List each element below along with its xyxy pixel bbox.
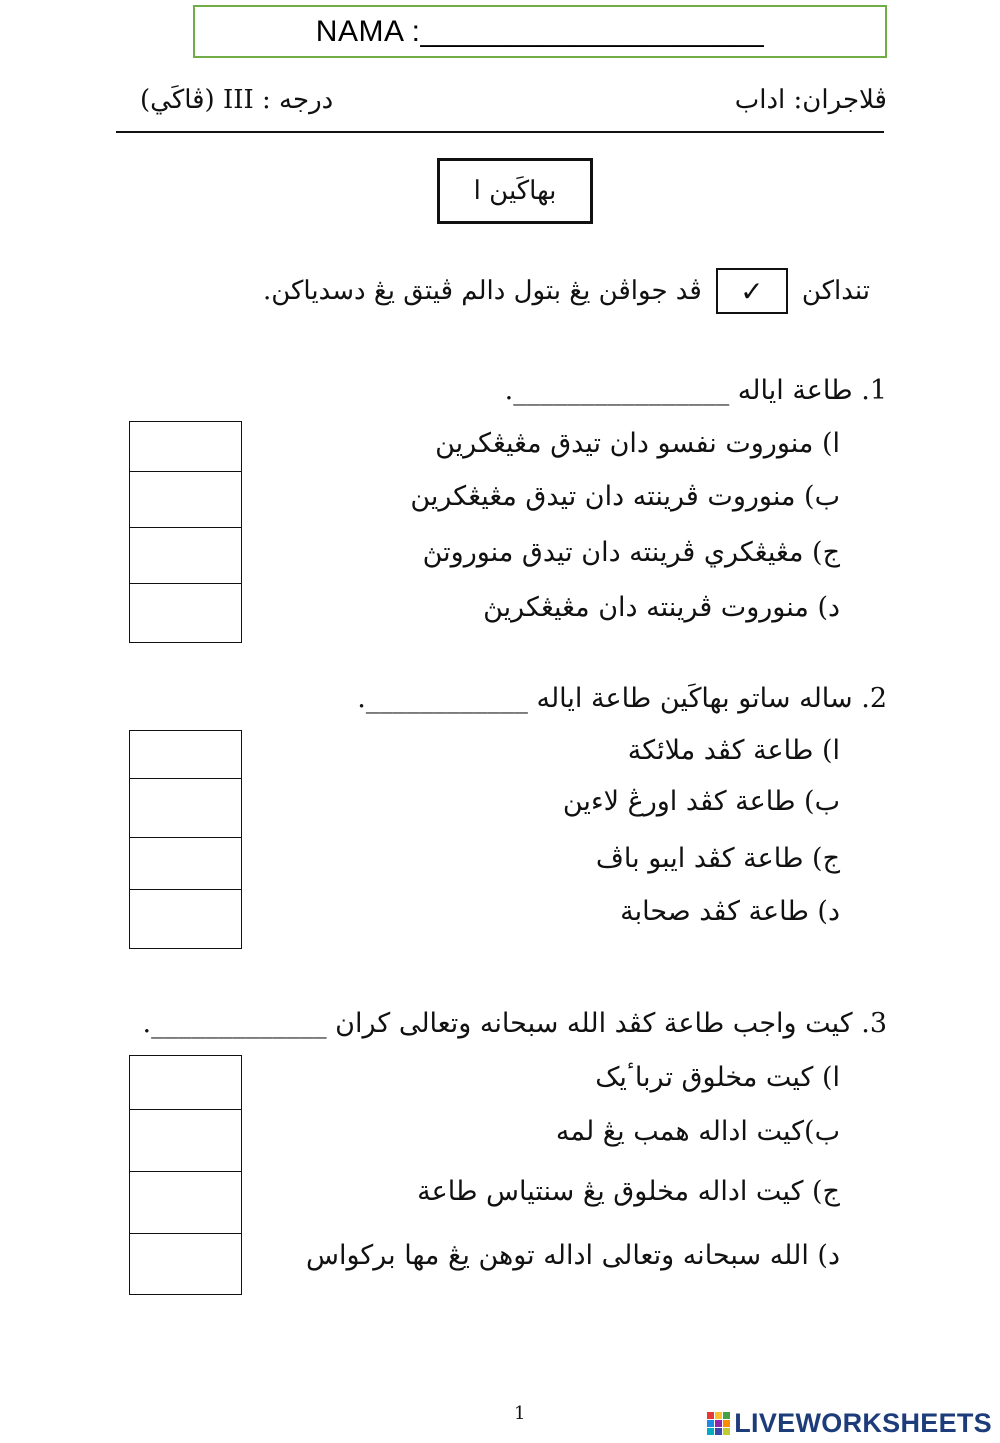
liveworksheets-logo[interactable] <box>707 1408 992 1439</box>
question-2: 2. ساله ساتو بهاکَين طاعة اياله ____________. <box>357 683 887 714</box>
q1-answer-boxes <box>129 421 242 643</box>
q3-answer-box-d[interactable] <box>130 1234 241 1293</box>
name-label: NAMA :____________________ <box>315 14 765 48</box>
section-title: بهاکَين ا <box>473 176 557 206</box>
q3-option-a: ا) کيت مخلوق ترباٴيک <box>595 1062 840 1093</box>
q1-answer-box-c[interactable] <box>130 528 241 584</box>
q1-option-d: د) منوروت ڤرينته دان مڠيڠکريڽ <box>483 592 840 623</box>
q2-answer-box-a[interactable] <box>130 731 241 779</box>
q1-answer-box-a[interactable] <box>130 422 241 472</box>
q2-option-b: ب) طاعة کڤد اورڠ لاءين <box>562 786 840 817</box>
liveworksheets-grid-icon <box>707 1412 730 1435</box>
q3-answer-boxes <box>129 1055 242 1295</box>
instruction-prefix: تنداکن <box>801 276 870 306</box>
instruction <box>263 268 870 314</box>
q2-answer-box-c[interactable] <box>130 838 241 890</box>
brand-name: LIVEWORKSHEETS <box>734 1408 992 1438</box>
q2-answer-boxes <box>129 730 242 949</box>
q1-option-a: ا) منوروت نفسو دان تيدق مڠيڠکرين <box>435 428 840 459</box>
header-divider <box>116 131 884 133</box>
q3-answer-box-b[interactable] <box>130 1110 241 1172</box>
q1-answer-box-d[interactable] <box>130 584 241 641</box>
logo-square <box>715 1420 722 1427</box>
logo-square <box>715 1412 722 1419</box>
subject-label: ڤلاجران: اداب <box>734 85 887 115</box>
q3-option-b: ب)کيت اداله همب يڠ لمه <box>555 1116 840 1147</box>
logo-square <box>723 1428 730 1435</box>
q3-answer-box-c[interactable] <box>130 1172 241 1234</box>
instruction-text: ڤد جواڤن يڠ بتول دالم ڤيتق يڠ دسدياکن. <box>263 276 702 306</box>
q3-option-d: د) الله سبحانه وتعالى اداله توهن يڠ مها برکواس <box>306 1240 840 1271</box>
name-field-box[interactable] <box>193 5 887 58</box>
logo-square <box>707 1412 714 1419</box>
q1-answer-box-b[interactable] <box>130 472 241 528</box>
question-3: 3. کيت واجب طاعة کڤد الله سبحانه وتعالى کران _____________. <box>142 1008 887 1039</box>
q2-answer-box-b[interactable] <box>130 779 241 838</box>
logo-square <box>723 1420 730 1427</box>
q2-option-a: ا) طاعة کڤد ملائکة <box>627 735 840 766</box>
logo-square <box>723 1412 730 1419</box>
grade-label: درجه : III (ڤاکَي) <box>140 85 334 115</box>
tick-example-box <box>716 268 788 314</box>
logo-square <box>715 1428 722 1435</box>
q2-option-d: د) طاعة کڤد صحابة <box>620 896 840 927</box>
q3-option-c: ج) کيت اداله مخلوق يڠ سنتياس طاعة <box>417 1176 840 1207</box>
section-title-box <box>437 158 593 224</box>
logo-square <box>707 1428 714 1435</box>
q1-option-b: ب) منوروت ڤرينته دان تيدق مڠيڠکرين <box>410 481 840 512</box>
q2-answer-box-d[interactable] <box>130 890 241 947</box>
question-1: 1. طاعة اياله ________________. <box>504 375 887 406</box>
logo-square <box>707 1420 714 1427</box>
q1-option-c: ج) مڠيڠکري ڤرينته دان تيدق منوروتڽ <box>422 537 840 568</box>
q2-option-c: ج) طاعة کڤد ايبو باڤ <box>595 843 840 874</box>
check-icon: ✓ <box>740 274 764 308</box>
q3-answer-box-a[interactable] <box>130 1056 241 1110</box>
page-number: 1 <box>514 1403 526 1424</box>
